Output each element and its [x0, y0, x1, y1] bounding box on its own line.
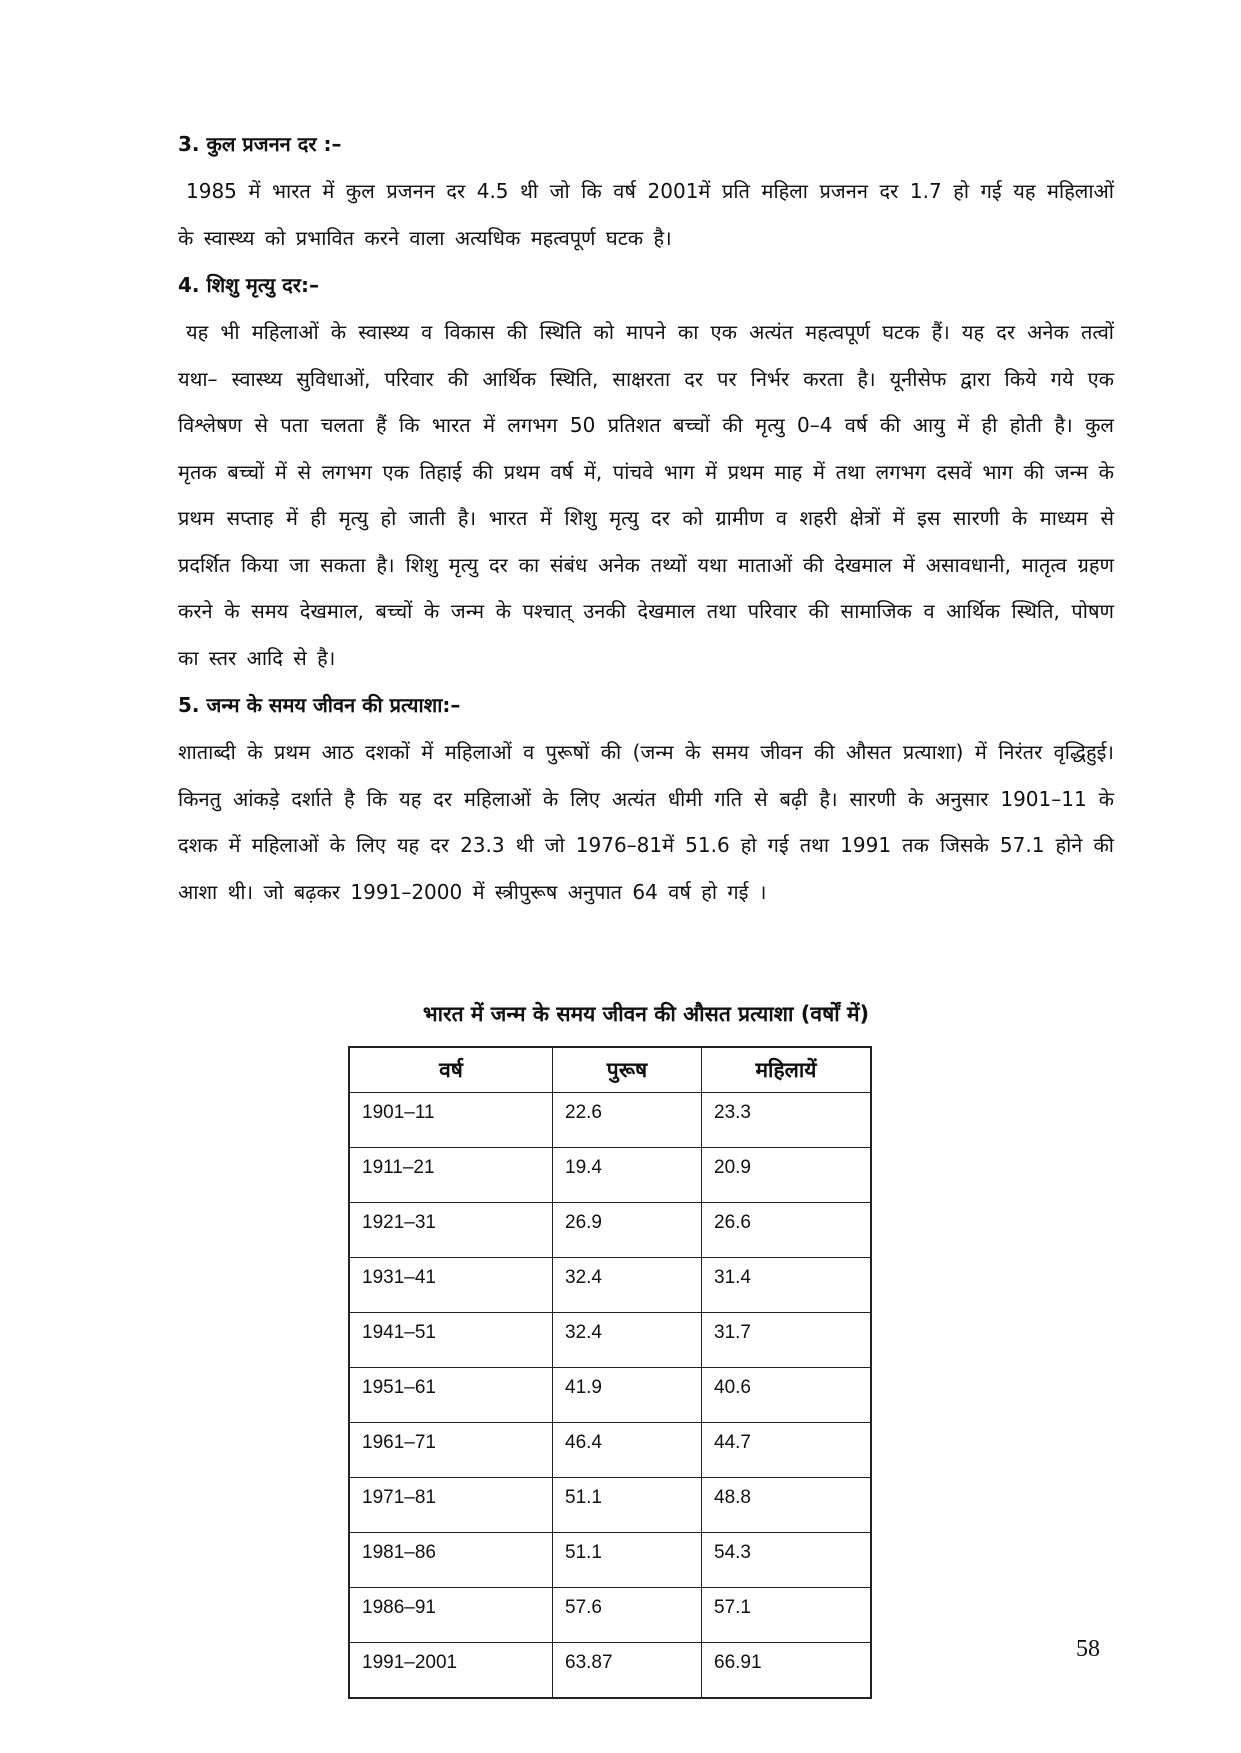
section-heading-infant-mortality: 4. शिशु मृत्यु दर:–: [178, 273, 319, 297]
table-row: [349, 1423, 871, 1478]
cell-male: 57.6: [553, 1588, 702, 1643]
cell-year: 1951–61: [349, 1368, 553, 1423]
cell-year: 1921–31: [349, 1203, 553, 1258]
table-row: [349, 1478, 871, 1533]
paragraph-fertility: 1985 में भारत में कुल प्रजनन दर 4.5 थी जो कि वर्ष 2001में प्रति महिला प्रजनन दर 1.7 हो गई यह महिलाओं के स्वास्थ्य को प्रभावित करने वाला अत्यधिक महत्वपूर्ण घटक है।: [178, 179, 1114, 250]
cell-year: 1986–91: [349, 1588, 553, 1643]
cell-female: 20.9: [702, 1148, 872, 1203]
body-content: [178, 120, 1114, 915]
cell-male: 32.4: [553, 1313, 702, 1368]
paragraph-life-expectancy: शाताब्दी के प्रथम आठ दशकों में महिलाओं व पुरूषों की (जन्म के समय जीवन की औसत प्रत्याशा) में निरंतर वृद्धिहुई। किनतु आंकड़े दर्शाते है कि यह दर महिलाओं के लिए अत्यंत धीमी गति से बढ़ी है। सारणी के अनुसार 1901–11 के दशक में महिलाओं के लिए यह दर 23.3 थी जो 1976–81में 51.6 हो गई तथा 1991 तक जिसके 57.1 होने की आशा थी। जो बढ़कर 1991–2000 में स्त्रीपुरूष अनुपात 64 वर्ष हो गई ।: [178, 740, 1114, 904]
header-year: वर्ष: [349, 1047, 553, 1093]
header-male: पुरूष: [553, 1047, 702, 1093]
cell-male: 41.9: [553, 1368, 702, 1423]
cell-female: 48.8: [702, 1478, 872, 1533]
cell-year: 1981–86: [349, 1533, 553, 1588]
cell-female: 40.6: [702, 1368, 872, 1423]
cell-female: 57.1: [702, 1588, 872, 1643]
cell-year: 1961–71: [349, 1423, 553, 1478]
cell-male: 51.1: [553, 1533, 702, 1588]
cell-year: 1901–11: [349, 1093, 553, 1148]
table-row: [349, 1643, 871, 1699]
table-header-row: [349, 1047, 871, 1093]
table-row: [349, 1368, 871, 1423]
cell-male: 46.4: [553, 1423, 702, 1478]
cell-female: 54.3: [702, 1533, 872, 1588]
table-row: [349, 1203, 871, 1258]
table-row: [349, 1148, 871, 1203]
table-row: [349, 1313, 871, 1368]
cell-year: 1941–51: [349, 1313, 553, 1368]
table-row: [349, 1588, 871, 1643]
cell-female: 23.3: [702, 1093, 872, 1148]
cell-male: 26.9: [553, 1203, 702, 1258]
cell-female: 31.4: [702, 1258, 872, 1313]
page-number: 58: [1076, 1636, 1100, 1662]
table-row: [349, 1533, 871, 1588]
header-female: महिलायें: [702, 1047, 872, 1093]
cell-year: 1911–21: [349, 1148, 553, 1203]
life-expectancy-table: [348, 1046, 872, 1699]
cell-male: 19.4: [553, 1148, 702, 1203]
table-row: [349, 1258, 871, 1313]
cell-male: 63.87: [553, 1643, 702, 1699]
cell-male: 22.6: [553, 1093, 702, 1148]
cell-year: 1991–2001: [349, 1643, 553, 1699]
cell-year: 1931–41: [349, 1258, 553, 1313]
section-heading-fertility: 3. कुल प्रजनन दर :–: [178, 132, 342, 156]
table-row: [349, 1093, 871, 1148]
cell-female: 66.91: [702, 1643, 872, 1699]
section-heading-life-expectancy: 5. जन्म के समय जीवन की प्रत्याशा:–: [178, 693, 461, 717]
cell-female: 44.7: [702, 1423, 872, 1478]
cell-female: 31.7: [702, 1313, 872, 1368]
cell-male: 51.1: [553, 1478, 702, 1533]
cell-male: 32.4: [553, 1258, 702, 1313]
paragraph-infant-mortality: यह भी महिलाओं के स्वास्थ्य व विकास की स्थिति को मापने का एक अत्यंत महत्वपूर्ण घटक हैं। यह दर अनेक तत्वों यथा– स्वास्थ्य सुविधाओं, परिवार की आर्थिक स्थिति, साक्षरता दर पर निर्भर करता है। यूनीसेफ द्वारा किये गये एक विश्लेषण से पता चलता हैं कि भारत में लगभग 50 प्रतिशत बच्चों की मृत्यु 0–4 वर्ष की आयु में ही होती है। कुल मृतक बच्चों में से लगभग एक तिहाई की प्रथम वर्ष में, पांचवे भाग में प्रथम माह में तथा लगभग दसवें भाग की जन्म के प्रथम सप्ताह में ही मृत्यु हो जाती है। भारत में शिशु मृत्यु दर को ग्रामीण व शहरी क्षेत्रों में इस सारणी के माध्यम से प्रदर्शित किया जा सकता है। शिशु मृत्यु दर का संबंध अनेक तथ्यों यथा माताओं की देखमाल में असावधानी, मातृत्व ग्रहण करने के समय देखमाल, बच्चों के जन्म के पश्चात् उनकी देखमाल तथा परिवार की सामाजिक व आर्थिक स्थिति, पोषण का स्तर आदि से है।: [178, 320, 1114, 670]
table-title: भारत में जन्म के समय जीवन की औसत प्रत्याशा (वर्षों में): [422, 1002, 870, 1026]
cell-female: 26.6: [702, 1203, 872, 1258]
cell-year: 1971–81: [349, 1478, 553, 1533]
